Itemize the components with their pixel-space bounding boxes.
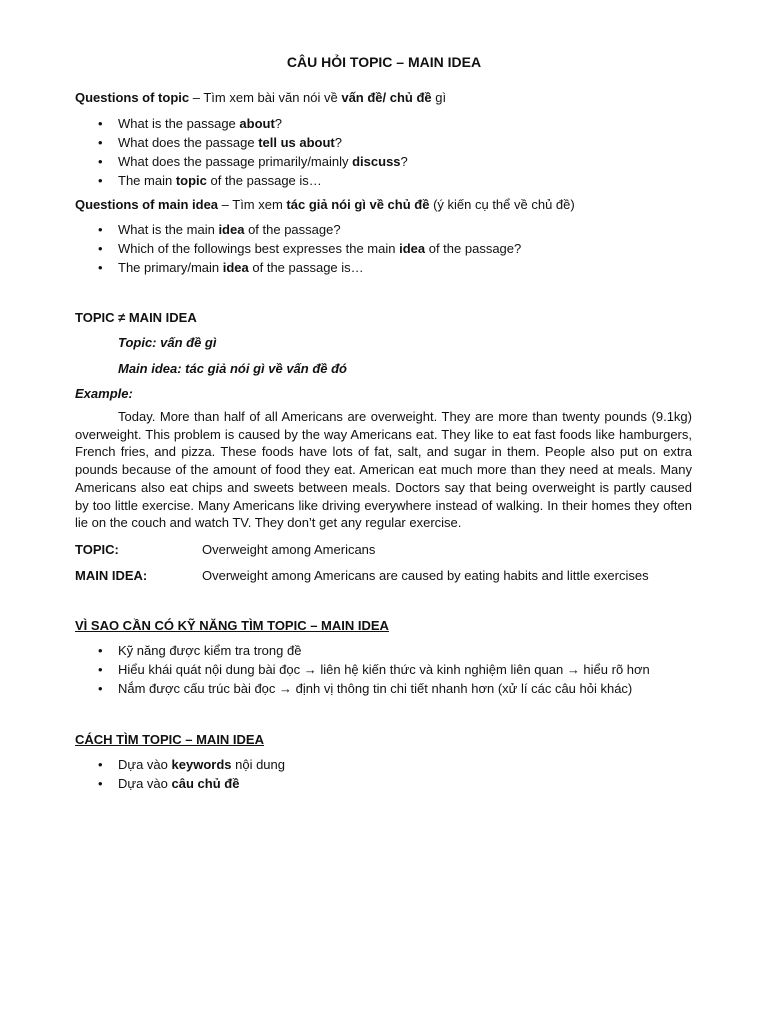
- idea-questions-lead: [75, 196, 575, 214]
- list-item: • Dựa vào câu chủ đề: [75, 775, 285, 794]
- how-heading: CÁCH TÌM TOPIC – MAIN IDEA: [75, 732, 264, 747]
- topic-questions-list: [75, 115, 408, 191]
- list-item: • The primary/main idea of the passage is…: [75, 259, 521, 278]
- list-item: • What does the passage tell us about?: [75, 134, 408, 153]
- list-item: • Nắm được cấu trúc bài đọc → định vị thông tin chi tiết nhanh hơn (xử lí các câu hỏi khác): [75, 680, 650, 699]
- list-item: • What is the passage about?: [75, 115, 408, 134]
- compare-heading: TOPIC ≠ MAIN IDEA: [75, 310, 197, 325]
- answer-idea-row: [75, 567, 649, 585]
- why-heading: VÌ SAO CẦN CÓ KỸ NĂNG TÌM TOPIC – MAIN IDEA: [75, 618, 389, 633]
- example-label: Example:: [75, 386, 133, 401]
- list-item: • Kỹ năng được kiểm tra trong đề: [75, 642, 650, 661]
- answer-topic-row: [75, 541, 375, 559]
- list-item: • Which of the followings best expresses the main idea of the passage?: [75, 240, 521, 259]
- main-idea-definition: Main idea: tác giả nói gì về vấn đề đó: [118, 361, 347, 376]
- topic-questions-lead: [75, 89, 446, 107]
- answer-topic-label: TOPIC:: [75, 542, 119, 557]
- list-item: • What is the main idea of the passage?: [75, 221, 521, 240]
- why-list: [75, 642, 650, 699]
- example-paragraph: Today. More than half of all Americans are overweight. They are more than twenty pounds (9.1kg) overweight. This problem is caused by the way Americans eat. They like to eat fast foods like hamburgers, French fries, and pizza. These foods have lots of fat, salt, and sugar in them. People also put on extra pounds because of the amount of food they eat. American eat much more than they need at meals. Many Americans also eat chips and sweets between meals. Doctors say that being overweight is partly caused by too little exercise. Many Americans like driving everywhere instead of walking. In their homes they often lie on the couch and watch TV. They don’t get any regular exercise.: [75, 409, 692, 531]
- topic-definition: Topic: vấn đề gì: [118, 335, 217, 350]
- idea-questions-label: Questions of main idea: [75, 197, 219, 212]
- idea-questions-end: (ý kiến cụ thể về chủ đề): [429, 197, 575, 212]
- how-list: [75, 756, 285, 794]
- list-item: • Hiểu khái quát nội dung bài đọc → liên hệ kiến thức và kinh nghiệm liên quan → hiểu rõ hơn: [75, 661, 650, 680]
- idea-questions-list: [75, 221, 521, 278]
- idea-questions-emph: tác giả nói gì về chủ đề: [286, 197, 430, 212]
- topic-questions-label: Questions of topic: [75, 90, 190, 105]
- list-item: • Dựa vào keywords nội dung: [75, 756, 285, 775]
- topic-questions-end: gì: [431, 90, 447, 105]
- topic-questions-desc: – Tìm xem bài văn nói về: [189, 90, 342, 105]
- answer-idea-label: MAIN IDEA:: [75, 568, 148, 583]
- list-item: • The main topic of the passage is…: [75, 172, 408, 191]
- page-title: CÂU HỎI TOPIC – MAIN IDEA: [286, 54, 482, 70]
- answer-topic-value: Overweight among Americans: [202, 542, 376, 557]
- idea-questions-desc: – Tìm xem: [218, 197, 287, 212]
- topic-questions-emph: vấn đề/ chủ đề: [341, 90, 432, 105]
- answer-idea-value: Overweight among Americans are caused by eating habits and little exercises: [202, 568, 649, 583]
- list-item: • What does the passage primarily/mainly discuss?: [75, 153, 408, 172]
